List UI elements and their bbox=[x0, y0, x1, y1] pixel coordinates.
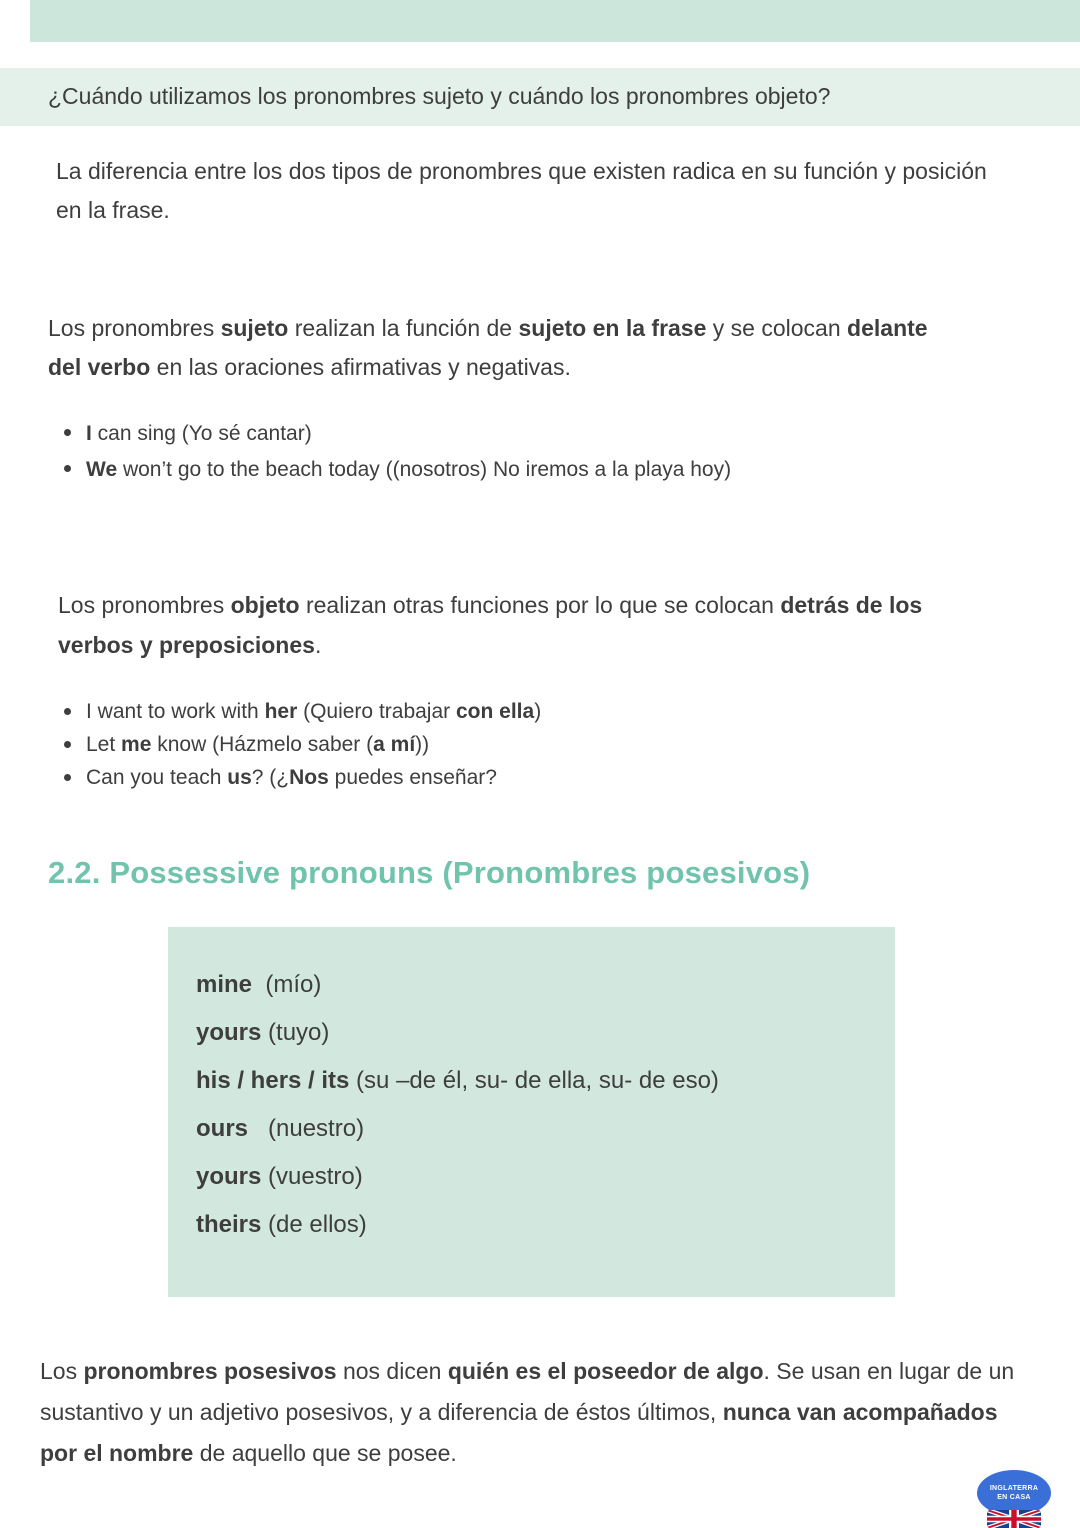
top-accent-bar bbox=[30, 0, 1080, 42]
object-examples-list bbox=[48, 695, 1032, 795]
possessive-item-yours-pl: yours (vuestro) bbox=[196, 1162, 363, 1190]
logo-text-line2: EN CASA bbox=[997, 1494, 1031, 1501]
possessive-item-yours-sg: yours (tuyo) bbox=[196, 1018, 330, 1046]
section-heading: 2.2. Possessive pronouns (Pronombres posesivos) bbox=[48, 854, 811, 890]
inglaterra-en-casa-logo bbox=[974, 1470, 1054, 1528]
subject-pronouns-paragraph: Los pronombres sujeto realizan la función de sujeto en la frase y se colocan delante del verbo en las oraciones afirmativas y negativas. bbox=[48, 314, 928, 381]
list-item: I want to work with her (Quiero trabajar con ella) bbox=[58, 695, 1032, 728]
uk-flag-icon bbox=[987, 1510, 1041, 1528]
possessive-pronouns-box bbox=[168, 927, 895, 1297]
object-pronouns-paragraph: Los pronombres objeto realizan otras funciones por lo que se colocan detrás de los verbos y preposiciones. bbox=[58, 592, 923, 658]
list-item: I can sing (Yo sé cantar) bbox=[58, 416, 1032, 452]
possessive-item-theirs: theirs (de ellos) bbox=[196, 1210, 367, 1238]
subject-examples-list bbox=[48, 416, 1032, 488]
question-text: ¿Cuándo utilizamos los pronombres sujeto y cuándo los pronombres objeto? bbox=[48, 83, 831, 109]
list-item: Can you teach us? (¿Nos puedes enseñar? bbox=[58, 761, 1032, 794]
content-area bbox=[0, 152, 1080, 1475]
closing-paragraph: Los pronombres posesivos nos dicen quién es el poseedor de algo. Se usan en lugar de un sustantivo y un adjetivo posesivos, y a diferencia de éstos últimos, nunca van acompañados por el nombre de aquello que se posee. bbox=[40, 1357, 1015, 1467]
intro-paragraph: La diferencia entre los dos tipos de pronombres que existen radica en su función y posición en la frase. bbox=[56, 157, 987, 224]
list-item: Let me know (Házmelo saber (a mí)) bbox=[58, 728, 1032, 761]
logo-text-line1: INGLATERRA bbox=[989, 1484, 1039, 1492]
possessive-item-ours: ours (nuestro) bbox=[196, 1114, 365, 1142]
question-banner bbox=[0, 68, 1080, 126]
list-item: We won’t go to the beach today ((nosotros) No iremos a la playa hoy) bbox=[58, 452, 1032, 488]
possessive-item-his-hers-its: his / hers / its (su –de él, su- de ella, su- de eso) bbox=[196, 1066, 719, 1094]
possessive-item-mine: mine (mío) bbox=[196, 970, 322, 998]
